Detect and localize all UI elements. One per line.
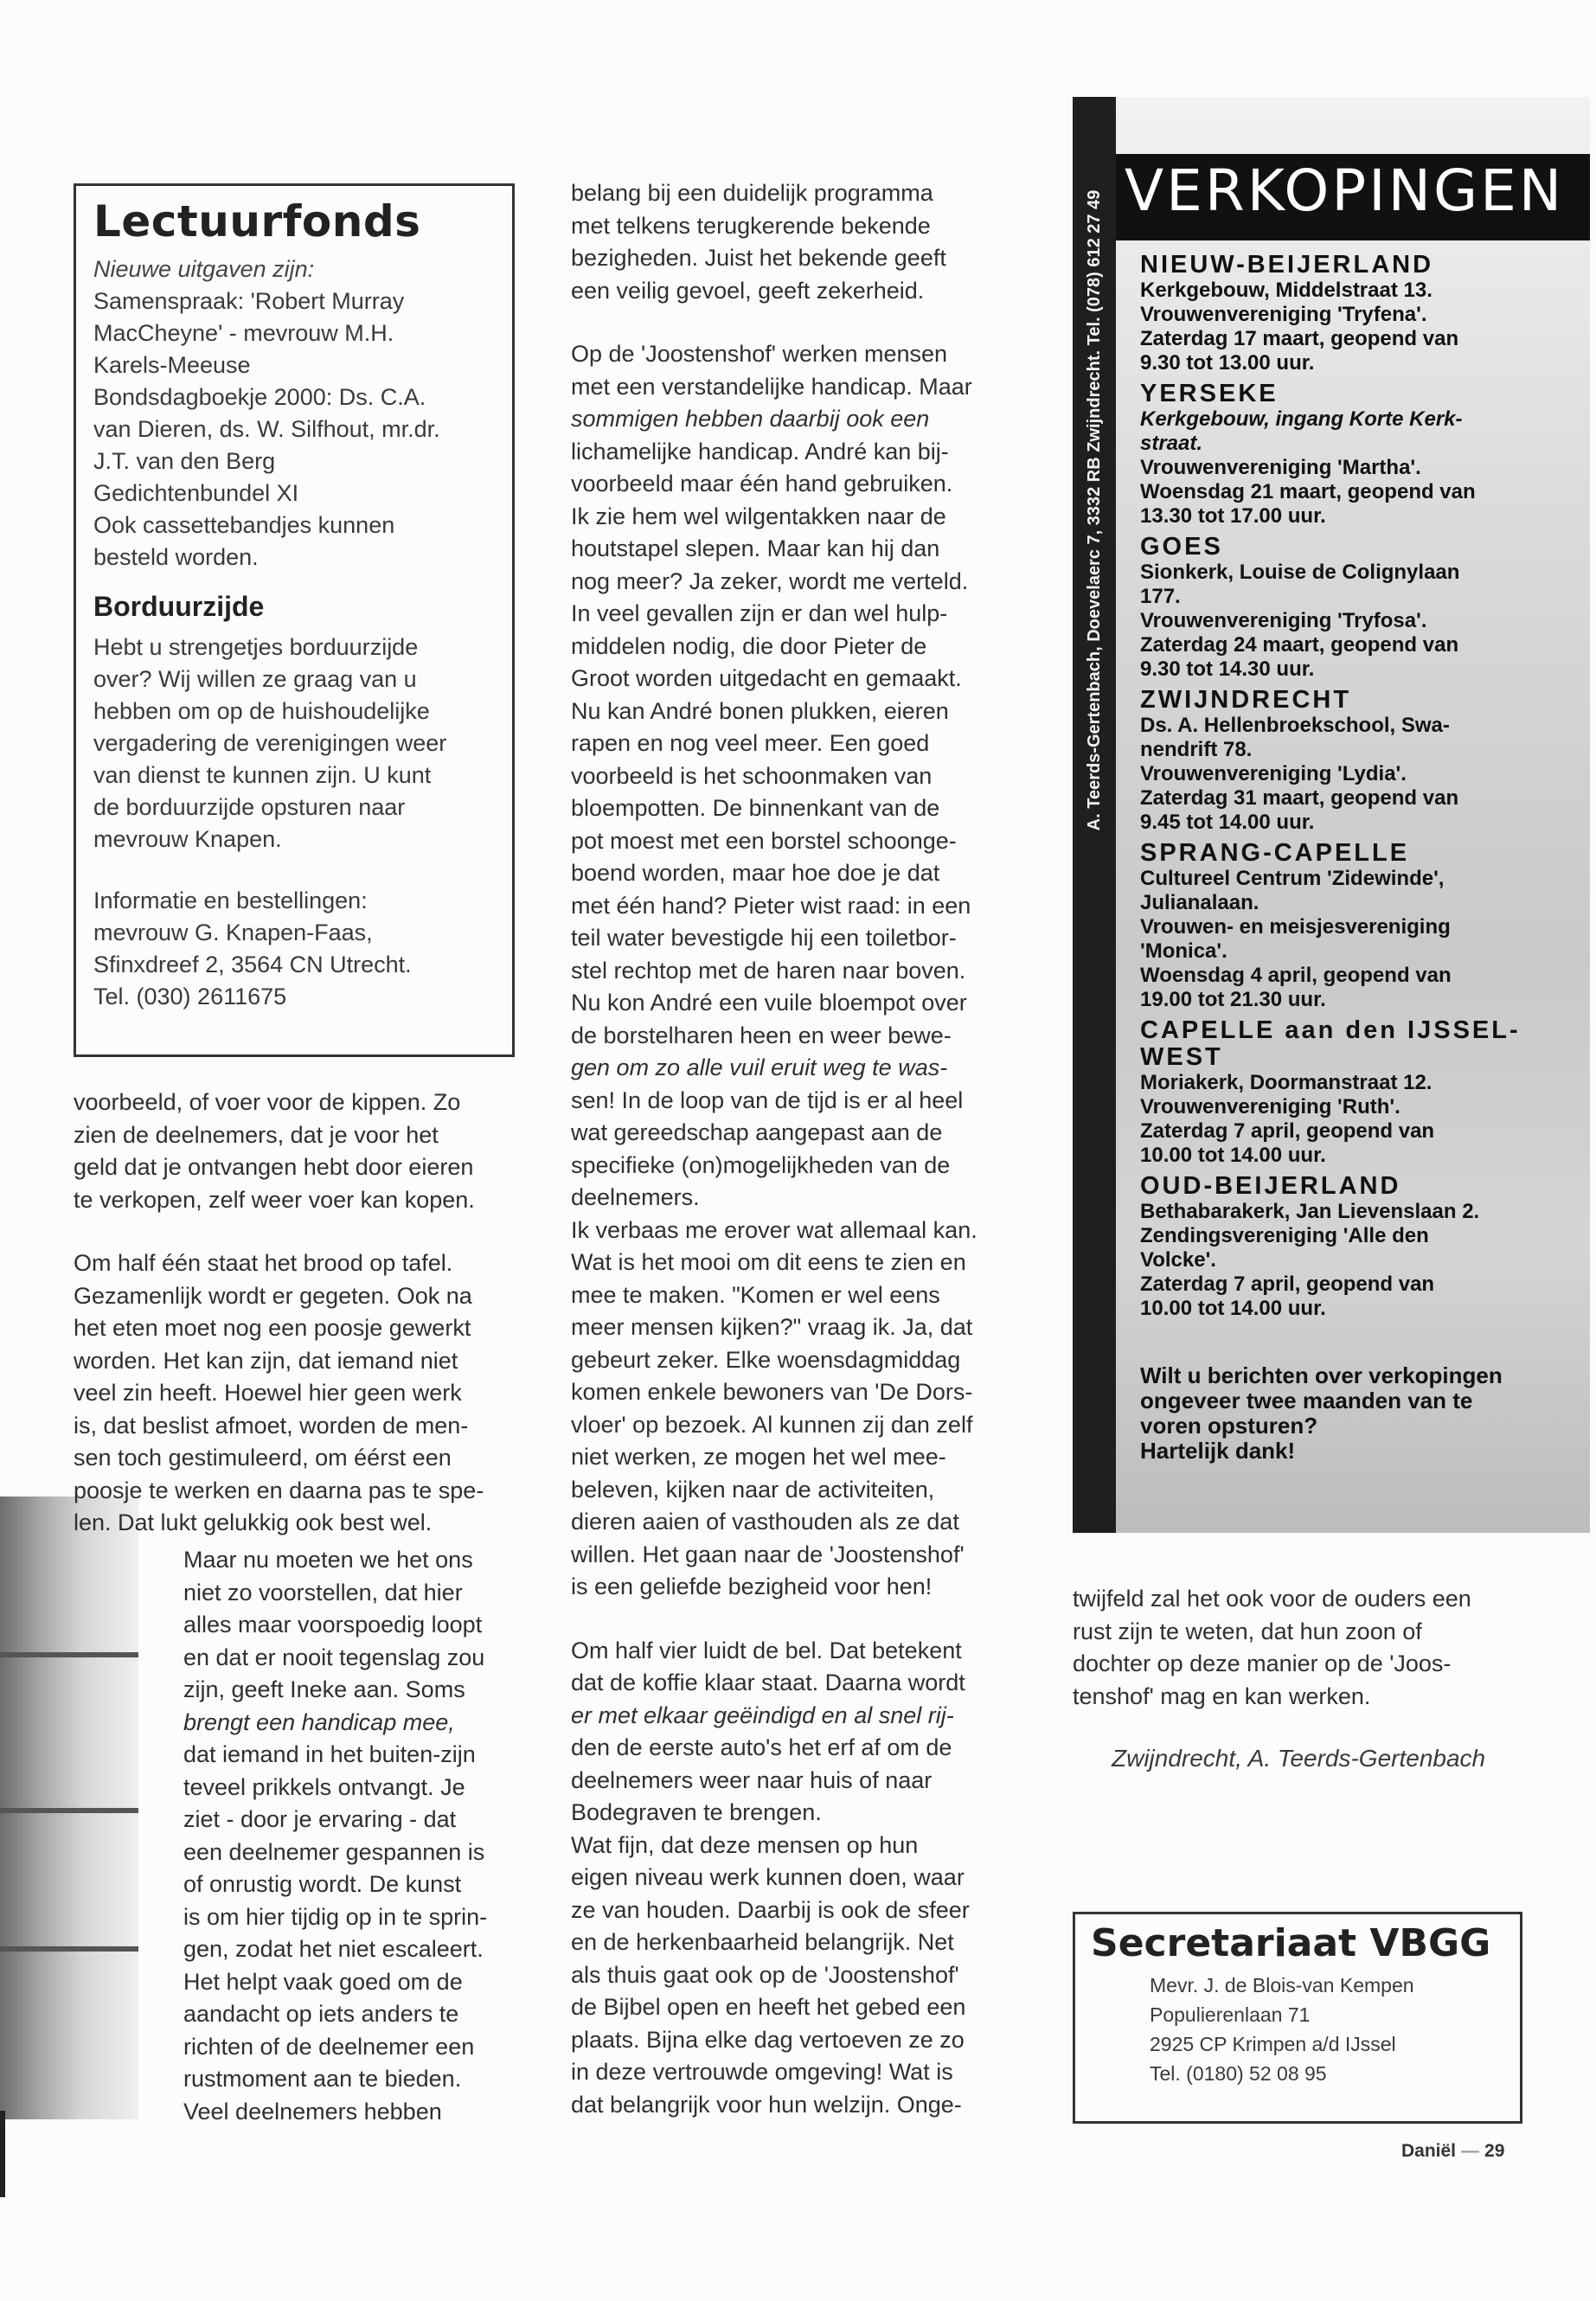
text-line: het eten moet nog een poosje gewerkt	[74, 1315, 471, 1341]
text-line: Gedichtenbundel XI	[93, 480, 299, 506]
sale-line: Moriakerk, Doormanstraat 12.	[1140, 1071, 1433, 1094]
text-line: pot moest met een borstel schoonge-	[571, 827, 957, 854]
text-line: ziet - door je ervaring - dat	[183, 1806, 457, 1832]
text-line: als thuis gaat ook op de 'Joostenshof'	[571, 1961, 959, 1988]
sale-place: ZWIJNDRECHT	[1140, 686, 1352, 714]
sale-line: 10.00 tot 14.00 uur.	[1140, 1297, 1326, 1320]
verkopingen-list	[1140, 247, 1586, 1321]
text-line: dieren aaien of vasthouden als ze dat	[571, 1509, 959, 1535]
magazine-name: Daniël	[1401, 2141, 1457, 2161]
text-line: Wat is het mooi om dit eens te zien en	[571, 1249, 966, 1275]
text-line: Gezamenlijk wordt er gegeten. Ook na	[74, 1282, 472, 1309]
sale-line: 177.	[1140, 585, 1181, 608]
text-line: mevrouw Knapen.	[93, 826, 282, 852]
text-line: Sfinxdreef 2, 3564 CN Utrecht.	[93, 952, 412, 977]
sale-line: Zaterdag 7 april, geopend van	[1140, 1119, 1435, 1143]
text-line: is om hier tijdig op in te sprin-	[183, 1903, 488, 1930]
address-line: 2925 CP Krimpen a/d IJssel	[1150, 2033, 1396, 2055]
text-line: Ik verbaas me erover wat allemaal kan.	[571, 1216, 977, 1243]
text-line: sen toch gestimuleerd, om éérst een	[74, 1445, 452, 1471]
text-line: deelnemers.	[571, 1184, 700, 1210]
sale-line: Vrouwenvereniging 'Tryfena'.	[1140, 303, 1427, 326]
sale-entry	[1140, 687, 1586, 835]
sale-line: Volcke'.	[1140, 1248, 1216, 1272]
text-line: Samenspraak: 'Robert Murray	[93, 288, 405, 314]
text-line: Ik zie hem wel wilgentakken naar de	[571, 503, 946, 529]
text-line: Om half vier luidt de bel. Dat betekent	[571, 1637, 962, 1663]
page-footer	[1401, 2141, 1504, 2162]
sale-line: Kerkgebouw, Middelstraat 13.	[1140, 279, 1433, 302]
text-line: houtstapel slepen. Maar kan hij dan	[571, 535, 940, 561]
sale-line: Bethabarakerk, Jan Lievenslaan 2.	[1140, 1200, 1480, 1223]
text-line: besteld worden.	[93, 544, 259, 570]
secretariaat-title: Secretariaat VBGG	[1091, 1921, 1491, 1965]
text-line: sen! In de loop van de tijd is er al heel	[571, 1086, 964, 1113]
sale-line: nendrift 78.	[1140, 738, 1253, 761]
page-number: 29	[1484, 2141, 1505, 2161]
text-line: Ook cassettebandjes kunnen	[93, 512, 395, 538]
text-line: worden. Het kan zijn, dat iemand niet	[74, 1347, 458, 1374]
text-line: een deelnemer gespannen is	[183, 1838, 485, 1865]
right-column-text	[1073, 1583, 1540, 1713]
text-line: willen. Het gaan naar de 'Joostenshof'	[571, 1541, 965, 1567]
text-line: In veel gevallen zijn er dan wel hulp-	[571, 600, 948, 626]
sale-place: YERSEKE	[1140, 380, 1279, 407]
text-line: alles maar voorspoedig loopt	[183, 1612, 483, 1638]
text-line: de borstelharen heen en weer bewe-	[571, 1022, 952, 1048]
sale-line: 9.45 tot 14.00 uur.	[1140, 811, 1315, 834]
photo-stripe	[0, 1652, 138, 1657]
borduurzijde-text	[93, 631, 495, 856]
photo-stripe	[0, 1808, 138, 1813]
sale-line: 10.00 tot 14.00 uur.	[1140, 1144, 1326, 1167]
text-line: plaats. Bijna elke dag vertoeven ze zo	[571, 2026, 965, 2053]
text-line: voorbeeld, of voer voor de kippen. Zo	[74, 1089, 461, 1115]
text-line: boend worden, maar hoe doe je dat	[571, 860, 940, 886]
sale-line: Kerkgebouw, ingang Korte Kerk-	[1140, 407, 1463, 431]
request-line: Hartelijk dank!	[1140, 1438, 1296, 1464]
author-signature: Zwijndrecht, A. Teerds-Gertenbach	[1112, 1745, 1486, 1772]
sale-line: Zaterdag 31 maart, geopend van	[1140, 786, 1459, 810]
sale-line: Vrouwenvereniging 'Lydia'.	[1140, 762, 1407, 785]
text-line: rust zijn te weten, dat hun zoon of	[1073, 1618, 1422, 1644]
sale-line: straat.	[1140, 432, 1203, 455]
text-line: vloer' op bezoek. Al kunnen zij dan zelf	[571, 1411, 973, 1438]
text-line: te verkopen, zelf weer voer kan kopen.	[74, 1186, 475, 1213]
text-line: dat belangrijk voor hun welzijn. Onge-	[571, 2091, 962, 2118]
text-line: gebeurt zeker. Elke woensdagmiddag	[571, 1346, 961, 1373]
text-line: Tel. (030) 2611675	[93, 984, 287, 1009]
text-line: zijn, geeft Ineke aan. Soms	[183, 1676, 465, 1702]
secretariaat-box	[1073, 1912, 1522, 2124]
text-line: Wat fijn, dat deze mensen op hun	[571, 1831, 919, 1858]
text-line: of onrustig wordt. De kunst	[183, 1871, 462, 1897]
request-line: voren opsturen?	[1140, 1413, 1318, 1439]
text-line: geld dat je ontvangen hebt door eieren	[74, 1154, 474, 1180]
text-line: sommigen hebben daarbij ook een	[571, 406, 930, 432]
sale-line: Woensdag 4 april, geopend van	[1140, 964, 1452, 987]
text-line: eigen niveau werk kunnen doen, waar	[571, 1864, 965, 1890]
photo-building	[0, 1497, 138, 2119]
sale-place: CAPELLE aan den IJSSEL-WEST	[1140, 1016, 1521, 1071]
text-line: den de eerste auto's het erf af om de	[571, 1734, 952, 1760]
text-line: bezigheden. Juist het bekende geeft	[571, 245, 946, 271]
text-line: niet werken, ze mogen het wel mee-	[571, 1444, 946, 1470]
text-line: middelen nodig, die door Pieter de	[571, 632, 927, 659]
address-line: Mevr. J. de Blois-van Kempen	[1150, 1974, 1414, 1997]
text-line: Groot worden uitgedacht en gemaakt.	[571, 665, 962, 691]
text-line: dochter op deze manier op de 'Joos-	[1073, 1650, 1452, 1676]
text-line: van dienst te kunnen zijn. U kunt	[93, 762, 432, 788]
address-line: Populierenlaan 71	[1150, 2003, 1311, 2026]
request-line: Wilt u berichten over verkopingen	[1140, 1362, 1503, 1388]
sale-place: OUD-BEIJERLAND	[1140, 1172, 1401, 1200]
request-line: ongeveer twee maanden van te	[1140, 1388, 1473, 1413]
sale-line: 9.30 tot 13.00 uur.	[1140, 351, 1315, 375]
sale-line: Ds. A. Hellenbroekschool, Swa-	[1140, 714, 1450, 737]
text-line: len. Dat lukt gelukkig ook best wel.	[74, 1509, 433, 1535]
text-line: gen om zo alle vuil eruit weg te was-	[571, 1054, 948, 1080]
text-line: voorbeeld is het schoonmaken van	[571, 762, 933, 789]
text-line: belang bij een duidelijk programma	[571, 180, 933, 206]
text-line: deelnemers weer naar huis of naar	[571, 1766, 933, 1793]
lectuurfonds-subtitle: Nieuwe uitgaven zijn:	[93, 256, 315, 282]
text-line: meer mensen kijken?" vraag ik. Ja, dat	[571, 1314, 973, 1340]
sale-line: Sionkerk, Louise de Colignylaan	[1140, 561, 1460, 584]
text-line: rustmoment aan te bieden.	[183, 2066, 462, 2092]
sale-line: Woensdag 21 maart, geopend van	[1140, 480, 1476, 503]
text-line: Nu kon André een vuile bloempot over	[571, 990, 967, 1016]
text-line: Op de 'Joostenshof' werken mensen	[571, 341, 948, 367]
text-line: ze van houden. Daarbij is ook de sfeer	[571, 1896, 970, 1923]
text-line: Bodegraven te brengen.	[571, 1799, 822, 1825]
sale-line: Zendingsvereniging 'Alle den	[1140, 1224, 1429, 1247]
text-line: is een geliefde bezigheid voor hen!	[571, 1574, 933, 1599]
sale-line: Julianalaan.	[1140, 891, 1259, 914]
text-line: poosje te werken en daarna pas te spe-	[74, 1477, 484, 1503]
text-line: is, dat beslist afmoet, worden de men-	[74, 1412, 469, 1439]
sale-line: Vrouwenvereniging 'Tryfosa'.	[1140, 609, 1427, 632]
sale-entry	[1140, 840, 1586, 1012]
text-line: veel zin heeft. Hoewel hier geen werk	[74, 1380, 462, 1406]
text-line: Karels-Meeuse	[93, 352, 251, 378]
lectuurfonds-title: Lectuurfonds	[93, 196, 421, 247]
text-line: de borduurzijde opsturen naar	[93, 794, 406, 820]
text-line: beleven, kijken naar de activiteiten,	[571, 1476, 935, 1503]
text-line: over? Wij willen ze graag van u	[93, 666, 417, 692]
text-line: twijfeld zal het ook voor de ouders een	[1073, 1586, 1471, 1612]
text-line: Informatie en bestellingen:	[93, 888, 368, 913]
text-line: hebben om op de huishoudelijke	[93, 698, 430, 724]
text-line: rapen en nog veel meer. Een goed	[571, 730, 930, 756]
sale-line: 9.30 tot 14.30 uur.	[1140, 657, 1315, 681]
sale-entry	[1140, 381, 1586, 529]
left-column-text	[74, 1086, 523, 1540]
sale-entry	[1140, 534, 1586, 682]
text-line: specifieke (on)mogelijkheden van de	[571, 1151, 951, 1178]
text-line: bloempotten. De binnenkant van de	[571, 795, 940, 821]
borduurzijde-heading: Borduurzijde	[93, 591, 265, 622]
text-line: de Bijbel open en heeft het gebed een	[571, 1994, 966, 2020]
sale-line: Zaterdag 24 maart, geopend van	[1140, 633, 1459, 657]
sale-line: Zaterdag 17 maart, geopend van	[1140, 327, 1459, 350]
text-line: Veel deelnemers hebben	[183, 2098, 442, 2125]
text-line: mevrouw G. Knapen-Faas,	[93, 920, 373, 945]
text-line: in deze vertrouwde omgeving! Wat is	[571, 2059, 953, 2085]
text-line: en dat er nooit tegenslag zou	[183, 1644, 485, 1670]
text-line: Bondsdagboekje 2000: Ds. C.A.	[93, 384, 426, 410]
text-line: mee te maken. "Komen er wel eens	[571, 1281, 940, 1308]
middle-column-text	[571, 177, 1021, 2121]
text-line: teil water bevestigde hij een toiletbor-	[571, 925, 957, 951]
lectuurfonds-list	[93, 285, 495, 574]
text-line: met een verstandelijke handicap. Maar	[571, 373, 972, 400]
sale-place: SPRANG-CAPELLE	[1140, 839, 1410, 867]
sale-line: Vrouwenvereniging 'Ruth'.	[1140, 1095, 1401, 1118]
address-line: Tel. (0180) 52 08 95	[1150, 2062, 1327, 2085]
text-line: met telkens terugkerende bekende	[571, 212, 931, 239]
text-line: tenshof' mag en kan werken.	[1073, 1682, 1371, 1709]
text-line: dat iemand in het buiten-zijn	[183, 1741, 476, 1767]
verkopingen-contact: A. Teerds-Gertenbach, Doevelaerc 7, 3332 RB Zwijndrecht. Tel. (078) 612 27 49	[1085, 189, 1104, 831]
text-line: een veilig gevoel, geeft zekerheid.	[571, 277, 925, 304]
text-line: MacCheyne' - mevrouw M.H.	[93, 320, 394, 346]
text-line: richten of de deelnemer een	[183, 2033, 475, 2060]
text-line: vergadering de verenigingen weer	[93, 730, 447, 756]
lectuurfonds-box	[74, 183, 515, 1057]
sale-entry	[1140, 252, 1586, 375]
text-line: Maar nu moeten we het ons	[183, 1547, 473, 1573]
text-line: Nu kan André bonen plukken, eieren	[571, 697, 949, 724]
photo-stripe	[0, 1946, 138, 1952]
text-line: en de herkenbaarheid belangrijk. Net	[571, 1929, 954, 1955]
sale-entry	[1140, 1173, 1586, 1321]
text-line: Het helpt vaak goed om de	[183, 1968, 463, 1995]
text-line: zien de deelnemers, dat je voor het	[74, 1121, 439, 1148]
sale-line: Cultureel Centrum 'Zidewinde',	[1140, 867, 1445, 890]
footer-separator: —	[1461, 2141, 1480, 2161]
left-column-wrap-text	[183, 1544, 523, 2128]
text-line: J.T. van den Berg	[93, 448, 276, 474]
sale-line: Vrouwen- en meisjesvereniging	[1140, 915, 1451, 939]
text-line: dat de koffie klaar staat. Daarna wordt	[571, 1670, 965, 1695]
text-line: nog meer? Ja zeker, wordt me verteld.	[571, 567, 969, 594]
text-line: met één hand? Pieter wist raad: in een	[571, 892, 971, 919]
text-line: van Dieren, ds. W. Silfhout, mr.dr.	[93, 416, 440, 442]
sale-line: 'Monica'.	[1140, 939, 1227, 963]
sale-line: Zaterdag 7 april, geopend van	[1140, 1272, 1435, 1296]
text-line: teveel prikkels ontvangt. Je	[183, 1773, 465, 1800]
verkopingen-title: VERKOPINGEN	[1125, 157, 1565, 224]
sale-line: 19.00 tot 21.30 uur.	[1140, 988, 1326, 1011]
sale-place: NIEUW-BEIJERLAND	[1140, 251, 1434, 279]
text-line: er met elkaar geëindigd en al snel rij-	[571, 1702, 954, 1728]
text-line: aandacht op iets anders te	[183, 2001, 459, 2027]
verkopingen-request	[1140, 1363, 1586, 1464]
text-line: niet zo voorstellen, dat hier	[183, 1579, 463, 1606]
sale-line: 13.30 tot 17.00 uur.	[1140, 504, 1326, 528]
text-line: voorbeeld maar één hand gebruiken.	[571, 471, 953, 497]
text-line: lichamelijke handicap. André kan bij-	[571, 438, 949, 465]
order-info	[93, 885, 495, 1013]
text-line: stel rechtop met de haren naar boven.	[571, 957, 966, 984]
text-line: Om half één staat het brood op tafel.	[74, 1250, 453, 1276]
text-line: wat gereedschap aangepast aan de	[571, 1119, 943, 1145]
sale-entry	[1140, 1017, 1586, 1168]
sale-place: GOES	[1140, 533, 1223, 561]
sale-line: Vrouwenvereniging 'Martha'.	[1140, 456, 1421, 479]
edge-rule	[0, 2111, 5, 2197]
text-line: gen, zodat het niet escaleert.	[183, 1936, 484, 1962]
text-line: brengt een handicap mee,	[183, 1708, 455, 1735]
text-line: komen enkele bewoners van 'De Dors-	[571, 1379, 973, 1405]
text-line: Hebt u strengetjes borduurzijde	[93, 634, 419, 660]
